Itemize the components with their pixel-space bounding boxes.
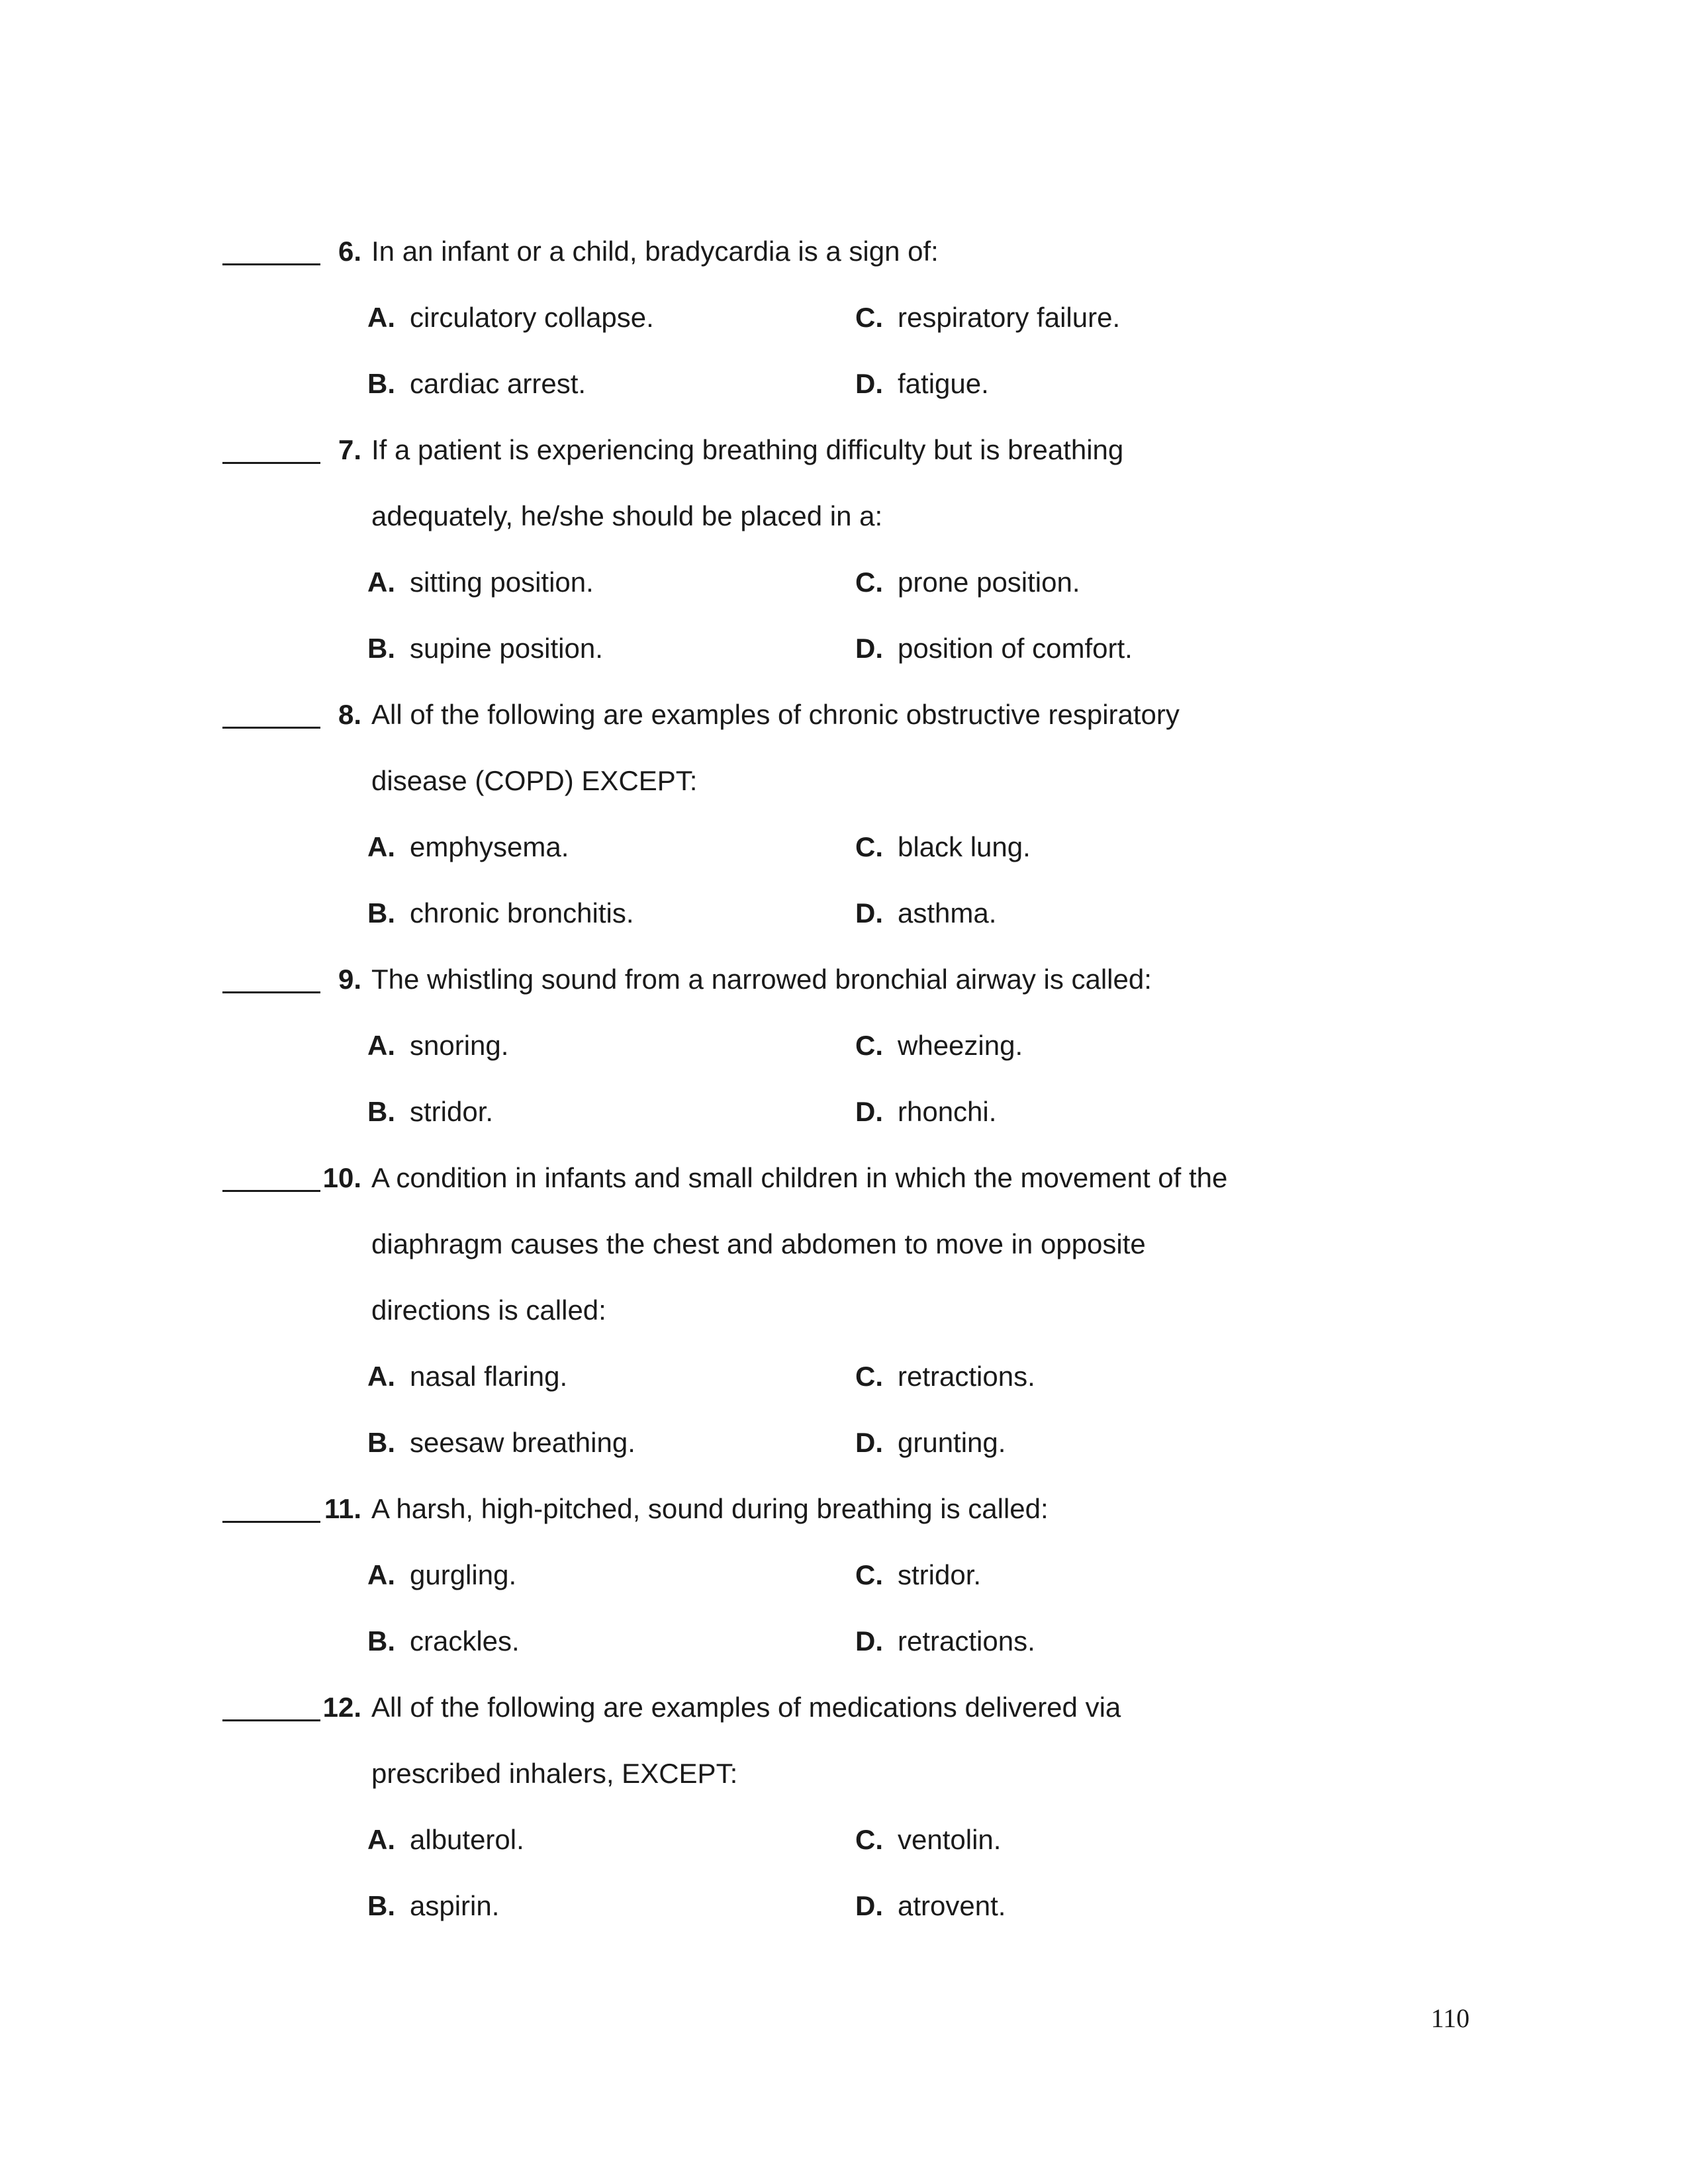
- option-letter: A.: [367, 831, 395, 862]
- option-letter: C.: [855, 831, 883, 862]
- answer-option[interactable]: [367, 1079, 493, 1145]
- question-text: diaphragm causes the chest and abdomen to move in opposite: [371, 1228, 1146, 1259]
- option-text: stridor.: [410, 1096, 494, 1127]
- option-text: stridor.: [898, 1559, 982, 1590]
- answer-option[interactable]: [855, 1343, 1035, 1410]
- answer-option[interactable]: [855, 1873, 1006, 1939]
- option-text: wheezing.: [898, 1030, 1023, 1061]
- answer-option[interactable]: [855, 351, 989, 417]
- option-letter: C.: [855, 1030, 883, 1061]
- question-item: [0, 218, 1688, 417]
- answer-option[interactable]: [855, 1542, 981, 1608]
- question-text: All of the following are examples of chronic obstructive respiratory: [371, 699, 1180, 730]
- option-letter: A.: [367, 1824, 395, 1855]
- answer-option[interactable]: [367, 1013, 508, 1079]
- option-letter: D.: [855, 368, 883, 399]
- question-number: 6.: [338, 236, 361, 267]
- question-number: 8.: [338, 699, 361, 730]
- option-text: crackles.: [410, 1625, 520, 1657]
- page-number: 110: [1430, 2003, 1470, 2033]
- answer-option[interactable]: [367, 1410, 635, 1476]
- answer-option[interactable]: [855, 285, 1120, 351]
- option-text: emphysema.: [410, 831, 569, 862]
- option-text: gurgling.: [410, 1559, 517, 1590]
- option-letter: A.: [367, 302, 395, 333]
- question-text: If a patient is experiencing breathing difficulty but is breathing: [371, 434, 1124, 465]
- question-item: [0, 1674, 1688, 1939]
- option-text: black lung.: [898, 831, 1031, 862]
- option-letter: B.: [367, 1890, 395, 1921]
- option-letter: B.: [367, 1096, 395, 1127]
- option-letter: A.: [367, 1559, 395, 1590]
- option-text: seesaw breathing.: [410, 1427, 635, 1458]
- option-text: retractions.: [898, 1361, 1035, 1392]
- option-text: position of comfort.: [898, 633, 1133, 664]
- option-text: sitting position.: [410, 567, 594, 598]
- question-text: A condition in infants and small children in which the movement of the: [371, 1162, 1228, 1193]
- question-item: [0, 682, 1688, 946]
- option-text: rhonchi.: [898, 1096, 997, 1127]
- answer-option[interactable]: [855, 814, 1031, 880]
- option-letter: C.: [855, 1559, 883, 1590]
- answer-option[interactable]: [367, 880, 633, 946]
- option-letter: D.: [855, 1096, 883, 1127]
- question-number: 9.: [338, 964, 361, 995]
- question-item: [0, 946, 1688, 1145]
- option-text: grunting.: [898, 1427, 1006, 1458]
- question-text: adequately, he/she should be placed in a:: [371, 500, 883, 531]
- answer-option[interactable]: [855, 549, 1080, 615]
- question-text: The whistling sound from a narrowed bronchial airway is called:: [371, 964, 1152, 995]
- option-text: prone position.: [898, 567, 1080, 598]
- question-text: disease (COPD) EXCEPT:: [371, 765, 698, 796]
- option-text: atrovent.: [898, 1890, 1006, 1921]
- option-letter: C.: [855, 1361, 883, 1392]
- question-text: All of the following are examples of medications delivered via: [371, 1692, 1121, 1723]
- option-letter: D.: [855, 633, 883, 664]
- answer-option[interactable]: [367, 351, 586, 417]
- question-text: prescribed inhalers, EXCEPT:: [371, 1758, 738, 1789]
- option-text: respiratory failure.: [898, 302, 1121, 333]
- option-letter: B.: [367, 1625, 395, 1657]
- answer-option[interactable]: [855, 1410, 1006, 1476]
- option-text: ventolin.: [898, 1824, 1002, 1855]
- answer-option[interactable]: [367, 1343, 567, 1410]
- option-letter: B.: [367, 633, 395, 664]
- option-text: circulatory collapse.: [410, 302, 654, 333]
- option-letter: C.: [855, 1824, 883, 1855]
- option-letter: B.: [367, 1427, 395, 1458]
- question-text: A harsh, high-pitched, sound during breathing is called:: [371, 1493, 1049, 1524]
- option-letter: D.: [855, 1625, 883, 1657]
- option-text: aspirin.: [410, 1890, 500, 1921]
- option-letter: D.: [855, 1427, 883, 1458]
- option-letter: A.: [367, 1361, 395, 1392]
- answer-option[interactable]: [367, 285, 654, 351]
- question-text: directions is called:: [371, 1295, 606, 1326]
- option-letter: A.: [367, 567, 395, 598]
- option-text: fatigue.: [898, 368, 989, 399]
- question-item: [0, 417, 1688, 682]
- option-text: asthma.: [898, 897, 997, 929]
- question-number: 12.: [322, 1692, 361, 1723]
- option-text: retractions.: [898, 1625, 1035, 1657]
- option-text: albuterol.: [410, 1824, 524, 1855]
- answer-option[interactable]: [855, 615, 1133, 682]
- answer-option[interactable]: [367, 1807, 524, 1873]
- question-number: 11.: [324, 1493, 361, 1524]
- option-letter: C.: [855, 302, 883, 333]
- answer-option[interactable]: [367, 615, 603, 682]
- answer-option[interactable]: [855, 1807, 1001, 1873]
- option-letter: D.: [855, 897, 883, 929]
- option-letter: A.: [367, 1030, 395, 1061]
- option-letter: B.: [367, 368, 395, 399]
- answer-option[interactable]: [367, 1873, 499, 1939]
- answer-option[interactable]: [855, 1079, 996, 1145]
- option-text: chronic bronchitis.: [410, 897, 634, 929]
- question-text: In an infant or a child, bradycardia is a sign of:: [371, 236, 939, 267]
- answer-option[interactable]: [855, 880, 996, 946]
- option-letter: D.: [855, 1890, 883, 1921]
- option-letter: C.: [855, 567, 883, 598]
- option-text: nasal flaring.: [410, 1361, 568, 1392]
- option-letter: B.: [367, 897, 395, 929]
- answer-option[interactable]: [367, 1542, 516, 1608]
- answer-option[interactable]: [367, 549, 594, 615]
- option-text: supine position.: [410, 633, 603, 664]
- question-number: 10.: [322, 1162, 361, 1193]
- question-number: 7.: [338, 434, 361, 465]
- option-text: snoring.: [410, 1030, 509, 1061]
- answer-option[interactable]: [855, 1013, 1023, 1079]
- option-text: cardiac arrest.: [410, 368, 586, 399]
- answer-option[interactable]: [367, 814, 569, 880]
- answer-option[interactable]: [367, 1608, 520, 1674]
- question-item: [0, 1476, 1688, 1674]
- question-item: [0, 1145, 1688, 1476]
- answer-option[interactable]: [855, 1608, 1035, 1674]
